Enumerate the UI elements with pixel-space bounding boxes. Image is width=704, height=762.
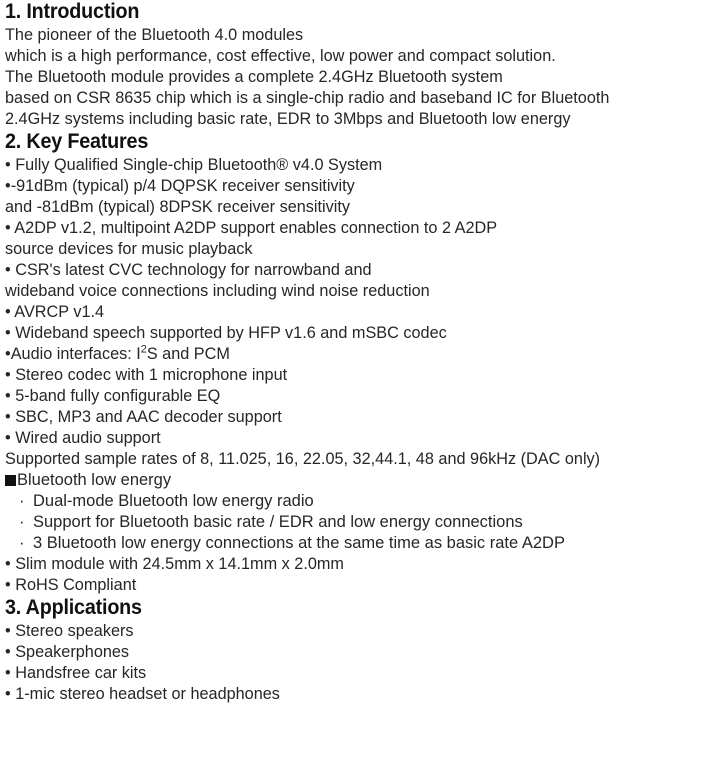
feature-line-11: • 5-band fully configurable EQ xyxy=(5,387,221,405)
feature-line-bluetooth-low-energy xyxy=(5,470,704,491)
application-line-3: • Handsfree car kits xyxy=(5,664,147,682)
bluetooth-low-energy-label: Bluetooth low energy xyxy=(17,471,172,489)
section-key-features xyxy=(0,130,704,596)
sub-bullet-label: Dual-mode Bluetooth low energy radio xyxy=(33,492,314,510)
intro-line-4: based on CSR 8635 chip which is a single-chip radio and baseband IC for Bluetooth xyxy=(5,89,610,107)
feature-line-3: and -81dBm (typical) 8DPSK receiver sensitivity xyxy=(5,198,351,216)
feature-line-4: • A2DP v1.2, multipoint A2DP support enables connection to 2 A2DP xyxy=(5,219,498,237)
section-introduction xyxy=(0,0,704,130)
sub-bullet-label: 3 Bluetooth low energy connections at the same time as basic rate A2DP xyxy=(33,534,565,552)
sub-bullet-label: Support for Bluetooth basic rate / EDR and low energy connections xyxy=(33,513,523,531)
middot-bullet-icon: · xyxy=(19,513,25,531)
audio-interfaces-prefix: •Audio interfaces: I xyxy=(5,345,141,363)
feature-line-14: Supported sample rates of 8, 11.025, 16, 22.05, 32,44.1, 48 and 96kHz (DAC only) xyxy=(5,450,601,468)
application-line-4: • 1-mic stereo headset or headphones xyxy=(5,685,280,703)
feature-line-8: • AVRCP v1.4 xyxy=(5,303,105,321)
heading-introduction: 1. Introduction xyxy=(5,0,140,23)
audio-interfaces-suffix: S and PCM xyxy=(146,345,230,363)
feature-line-2: •-91dBm (typical) p/4 DQPSK receiver sensitivity xyxy=(5,177,355,195)
intro-line-5: 2.4GHz systems including basic rate, EDR to 3Mbps and Bluetooth low energy xyxy=(5,110,571,128)
sub-bullet-item-3 xyxy=(5,533,704,554)
feature-line-13: • Wired audio support xyxy=(5,429,161,447)
intro-line-1: The pioneer of the Bluetooth 4.0 modules xyxy=(5,26,304,44)
feature-line-rohs: • RoHS Compliant xyxy=(5,576,137,594)
feature-line-slim-module: • Slim module with 24.5mm x 14.1mm x 2.0mm xyxy=(5,555,344,573)
middot-bullet-icon: · xyxy=(19,534,25,552)
feature-line-1: • Fully Qualified Single-chip Bluetooth® v4.0 System xyxy=(5,156,383,174)
feature-line-12: • SBC, MP3 and AAC decoder support xyxy=(5,408,282,426)
feature-line-9: • Wideband speech supported by HFP v1.6 and mSBC codec xyxy=(5,324,447,342)
application-line-2: • Speakerphones xyxy=(5,643,130,661)
middot-bullet-icon: · xyxy=(19,492,25,510)
feature-line-7: wideband voice connections including wind noise reduction xyxy=(5,282,430,300)
feature-line-6: • CSR's latest CVC technology for narrowband and xyxy=(5,261,372,279)
intro-line-3: The Bluetooth module provides a complete 2.4GHz Bluetooth system xyxy=(5,68,503,86)
feature-line-5: source devices for music playback xyxy=(5,240,253,258)
heading-key-features: 2. Key Features xyxy=(5,130,149,153)
heading-applications: 3. Applications xyxy=(5,596,142,619)
section-applications xyxy=(0,596,704,705)
intro-line-2: which is a high performance, cost effective, low power and compact solution. xyxy=(5,47,556,65)
feature-line-10: • Stereo codec with 1 microphone input xyxy=(5,366,288,384)
sub-bullet-item-2 xyxy=(5,512,704,533)
application-line-1: • Stereo speakers xyxy=(5,622,134,640)
square-bullet-icon xyxy=(5,475,16,486)
feature-line-audio-interfaces xyxy=(5,344,694,365)
audio-interfaces-superscript: 2 xyxy=(140,343,147,356)
sub-bullet-item-1 xyxy=(5,491,704,512)
